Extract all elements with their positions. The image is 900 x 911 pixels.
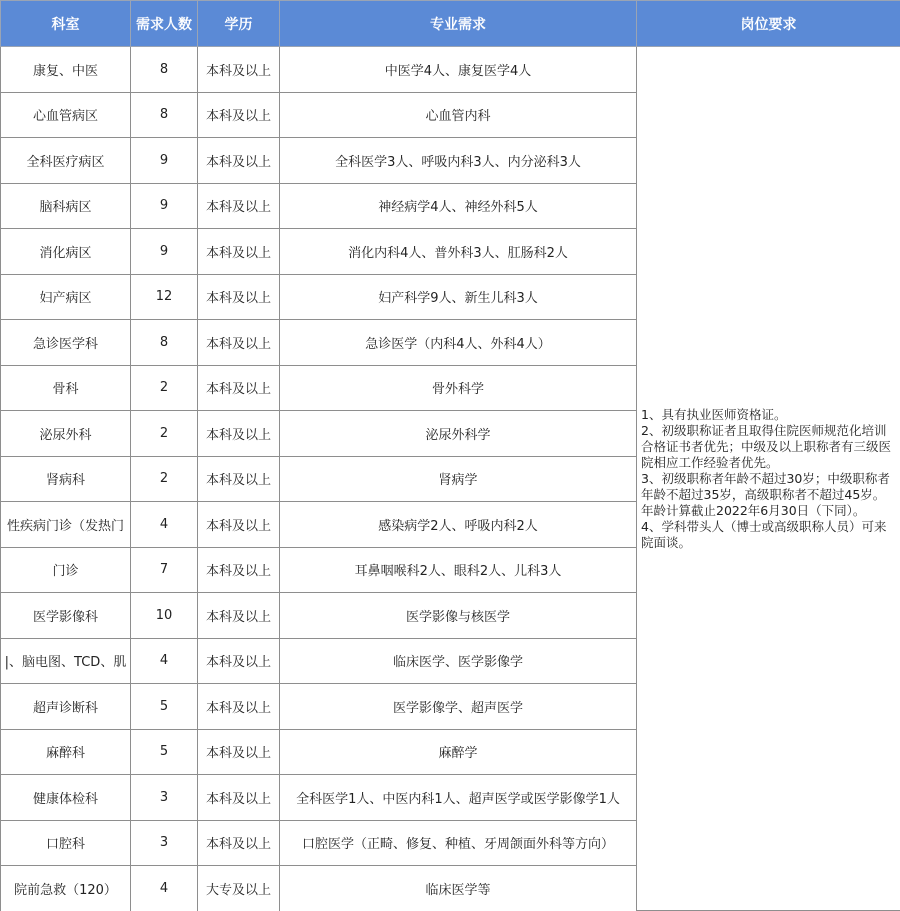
count-cell: 7 — [131, 547, 198, 593]
education-cell: 本科及以上 — [198, 183, 280, 229]
major-cell: 临床医学、医学影像学 — [280, 638, 637, 684]
education-cell: 本科及以上 — [198, 47, 280, 93]
header-row — [1, 1, 900, 47]
major-cell: 口腔医学（正畸、修复、种植、牙周颌面外科等方向） — [280, 820, 637, 866]
major-cell: 心血管内科 — [280, 92, 637, 138]
dept-cell: 康复、中医 — [1, 47, 131, 93]
count-cell: 8 — [131, 92, 198, 138]
major-cell: 感染病学2人、呼吸内科2人 — [280, 502, 637, 548]
education-cell: 本科及以上 — [198, 775, 280, 821]
count-cell: 8 — [131, 320, 198, 366]
education-cell: 本科及以上 — [198, 229, 280, 275]
header-dept: 科室 — [1, 1, 131, 47]
header-education: 学历 — [198, 1, 280, 47]
education-cell: 本科及以上 — [198, 684, 280, 730]
count-cell: 3 — [131, 775, 198, 821]
major-cell: 骨外科学 — [280, 365, 637, 411]
count-cell: 2 — [131, 456, 198, 502]
education-cell: 本科及以上 — [198, 456, 280, 502]
requirement-line: 3、初级职称者年龄不超过30岁；中级职称者年龄不超过35岁，高级职称者不超过45岁。年龄计算截止2022年6月30日（下同）。 — [641, 471, 896, 519]
count-cell: 5 — [131, 729, 198, 775]
education-cell: 本科及以上 — [198, 547, 280, 593]
education-cell: 本科及以上 — [198, 502, 280, 548]
major-cell: 麻醉学 — [280, 729, 637, 775]
dept-cell: 医学影像科 — [1, 593, 131, 639]
dept-cell: 骨科 — [1, 365, 131, 411]
major-cell: 肾病学 — [280, 456, 637, 502]
count-cell: 10 — [131, 593, 198, 639]
dept-cell: 全科医疗病区 — [1, 138, 131, 184]
education-cell: 本科及以上 — [198, 274, 280, 320]
dept-cell: 麻醉科 — [1, 729, 131, 775]
count-cell: 4 — [131, 866, 198, 911]
education-cell: 本科及以上 — [198, 365, 280, 411]
dept-cell: 院前急救（120） — [1, 866, 131, 911]
dept-cell: 性疾病门诊（发热门 — [1, 502, 131, 548]
major-cell: 中医学4人、康复医学4人 — [280, 47, 637, 93]
requirement-line: 4、学科带头人（博士或高级职称人员）可来院面谈。 — [641, 519, 896, 551]
requirement-cell — [637, 47, 900, 911]
dept-cell: 超声诊断科 — [1, 684, 131, 730]
major-cell: 全科医学3人、呼吸内科3人、内分泌科3人 — [280, 138, 637, 184]
count-cell: 2 — [131, 411, 198, 457]
dept-cell: 门诊 — [1, 547, 131, 593]
major-cell: 临床医学等 — [280, 866, 637, 911]
education-cell: 本科及以上 — [198, 729, 280, 775]
dept-cell: 心血管病区 — [1, 92, 131, 138]
dept-cell: 肾病科 — [1, 456, 131, 502]
count-cell: 12 — [131, 274, 198, 320]
header-requirement: 岗位要求 — [637, 1, 900, 47]
education-cell: 本科及以上 — [198, 320, 280, 366]
count-cell: 9 — [131, 138, 198, 184]
education-cell: 本科及以上 — [198, 593, 280, 639]
education-cell: 大专及以上 — [198, 866, 280, 911]
major-cell: 妇产科学9人、新生儿科3人 — [280, 274, 637, 320]
education-cell: 本科及以上 — [198, 92, 280, 138]
major-cell: 泌尿外科学 — [280, 411, 637, 457]
requirement-line: 2、初级职称证者且取得住院医师规范化培训合格证书者优先；中级及以上职称者有三级医院相应工作经验者优先。 — [641, 423, 896, 471]
dept-cell: 健康体检科 — [1, 775, 131, 821]
table-row — [1, 47, 900, 93]
education-cell: 本科及以上 — [198, 411, 280, 457]
education-cell: 本科及以上 — [198, 138, 280, 184]
count-cell: 2 — [131, 365, 198, 411]
count-cell: 8 — [131, 47, 198, 93]
requirement-line: 1、具有执业医师资格证。 — [641, 407, 896, 423]
count-cell: 4 — [131, 502, 198, 548]
count-cell: 5 — [131, 684, 198, 730]
dept-cell: 口腔科 — [1, 820, 131, 866]
count-cell: 9 — [131, 229, 198, 275]
major-cell: 急诊医学（内科4人、外科4人） — [280, 320, 637, 366]
dept-cell: 妇产病区 — [1, 274, 131, 320]
dept-cell: 泌尿外科 — [1, 411, 131, 457]
dept-cell: 消化病区 — [1, 229, 131, 275]
education-cell: 本科及以上 — [198, 820, 280, 866]
major-cell: 全科医学1人、中医内科1人、超声医学或医学影像学1人 — [280, 775, 637, 821]
major-cell: 耳鼻咽喉科2人、眼科2人、儿科3人 — [280, 547, 637, 593]
dept-cell: |、脑电图、TCD、肌 — [1, 638, 131, 684]
count-cell: 3 — [131, 820, 198, 866]
dept-cell: 急诊医学科 — [1, 320, 131, 366]
count-cell: 9 — [131, 183, 198, 229]
major-cell: 医学影像学、超声医学 — [280, 684, 637, 730]
header-major: 专业需求 — [280, 1, 637, 47]
count-cell: 4 — [131, 638, 198, 684]
major-cell: 医学影像与核医学 — [280, 593, 637, 639]
dept-cell: 脑科病区 — [1, 183, 131, 229]
major-cell: 消化内科4人、普外科3人、肛肠科2人 — [280, 229, 637, 275]
education-cell: 本科及以上 — [198, 638, 280, 684]
major-cell: 神经病学4人、神经外科5人 — [280, 183, 637, 229]
header-count: 需求人数 — [131, 1, 198, 47]
